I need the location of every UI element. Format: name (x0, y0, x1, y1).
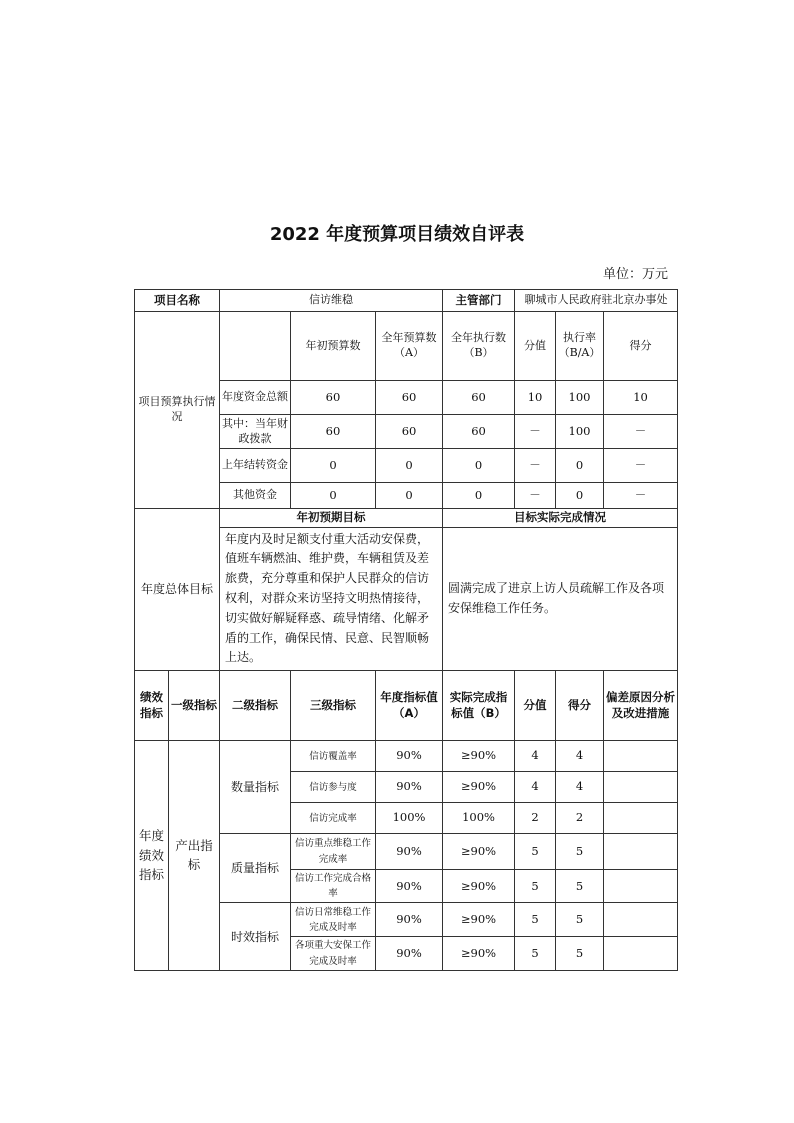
actual-goal-label: 目标实际完成情况 (443, 509, 678, 528)
project-row (135, 290, 678, 312)
budget-header-row (135, 312, 678, 381)
budget-cell: 60 (291, 381, 376, 415)
deviation-note (604, 772, 678, 803)
actual-value: ≥90% (443, 903, 515, 937)
page-title: 2022 年度预算项目绩效自评表 (269, 224, 525, 245)
budget-cell: 60 (291, 415, 376, 449)
budget-cell: － (604, 415, 678, 449)
budget-cell: 0 (376, 483, 443, 509)
budget-row-label: 年度资金总额 (220, 381, 291, 415)
level3-name: 各项重大安保工作完成及时率 (291, 937, 376, 970)
deviation-note (604, 903, 678, 937)
budget-cell: － (515, 415, 556, 449)
goals-header-row (135, 509, 678, 528)
indicator-header: 实际完成指标值（B） (443, 671, 515, 741)
indicator-row (135, 741, 678, 772)
deviation-note (604, 803, 678, 834)
budget-cell: 0 (443, 483, 515, 509)
score-value: 5 (515, 903, 556, 937)
got-value: 5 (556, 870, 604, 903)
got-value: 4 (556, 772, 604, 803)
actual-goal-text: 圆满完成了进京上访人员疏解工作及各项安保维稳工作任务。 (443, 527, 678, 671)
got-value: 5 (556, 834, 604, 870)
level3-name: 信访完成率 (291, 803, 376, 834)
score-value: 4 (515, 772, 556, 803)
level2-label: 时效指标 (220, 903, 291, 970)
score-value: 4 (515, 741, 556, 772)
score-value: 5 (515, 870, 556, 903)
budget-cell: － (604, 449, 678, 483)
actual-value: 100% (443, 803, 515, 834)
budget-header: 全年预算数（A） (376, 312, 443, 381)
performance-table (134, 289, 678, 971)
budget-cell: 60 (443, 381, 515, 415)
budget-header: 年初预算数 (291, 312, 376, 381)
budget-cell: － (515, 483, 556, 509)
score-value: 2 (515, 803, 556, 834)
target-value: 90% (376, 772, 443, 803)
target-value: 90% (376, 937, 443, 970)
score-value: 5 (515, 937, 556, 970)
target-value: 90% (376, 903, 443, 937)
level3-name: 信访参与度 (291, 772, 376, 803)
budget-corner (220, 312, 291, 381)
deviation-note (604, 834, 678, 870)
indicator-header: 分值 (515, 671, 556, 741)
budget-cell: 60 (376, 381, 443, 415)
budget-cell: 10 (515, 381, 556, 415)
level3-name: 信访日常维稳工作完成及时率 (291, 903, 376, 937)
budget-section-label: 项目预算执行情况 (135, 312, 220, 509)
level2-label: 数量指标 (220, 741, 291, 834)
level1-label: 产出指标 (169, 741, 220, 971)
deviation-note (604, 937, 678, 970)
planned-goal-label: 年初预期目标 (220, 509, 443, 528)
target-value: 90% (376, 870, 443, 903)
indicator-header: 得分 (556, 671, 604, 741)
budget-cell: 0 (291, 449, 376, 483)
got-value: 5 (556, 937, 604, 970)
actual-value: ≥90% (443, 834, 515, 870)
budget-cell: 0 (291, 483, 376, 509)
indicator-header: 一级指标 (169, 671, 220, 741)
dept-value: 聊城市人民政府驻北京办事处 (515, 290, 678, 312)
level3-name: 信访重点维稳工作完成率 (291, 834, 376, 870)
target-value: 100% (376, 803, 443, 834)
budget-cell: 100 (556, 381, 604, 415)
budget-cell: 60 (443, 415, 515, 449)
actual-value: ≥90% (443, 870, 515, 903)
level3-name: 信访覆盖率 (291, 741, 376, 772)
budget-cell: 100 (556, 415, 604, 449)
budget-cell: － (604, 483, 678, 509)
deviation-note (604, 741, 678, 772)
indicator-header: 年度指标值（A） (376, 671, 443, 741)
planned-goal-text: 年度内及时足额支付重大活动安保费，值班车辆燃油、维护费，车辆租赁及差旅费，充分尊重和保护人民群众的信访权利，对群众来访坚持文明热情接待，切实做好解疑释惑、疏导情绪、化解矛盾的工作，确保民情、民意、民智顺畅上达。 (220, 527, 443, 671)
goals-section-label: 年度总体目标 (135, 509, 220, 671)
actual-value: ≥90% (443, 937, 515, 970)
budget-cell: 60 (376, 415, 443, 449)
year-indicator-label: 年度绩效指标 (135, 741, 169, 971)
budget-header: 分值 (515, 312, 556, 381)
budget-cell: 0 (556, 449, 604, 483)
deviation-note (604, 870, 678, 903)
target-value: 90% (376, 741, 443, 772)
budget-header: 全年执行数（B） (443, 312, 515, 381)
budget-cell: － (515, 449, 556, 483)
budget-cell: 0 (556, 483, 604, 509)
got-value: 5 (556, 903, 604, 937)
budget-row-label: 其中：当年财政拨款 (220, 415, 291, 449)
indicator-header: 偏差原因分析及改进措施 (604, 671, 678, 741)
level2-label: 质量指标 (220, 834, 291, 903)
budget-cell: 0 (376, 449, 443, 483)
budget-header: 得分 (604, 312, 678, 381)
budget-header: 执行率（B/A） (556, 312, 604, 381)
actual-value: ≥90% (443, 741, 515, 772)
indicator-header: 二级指标 (220, 671, 291, 741)
budget-row-label: 其他资金 (220, 483, 291, 509)
budget-row-label: 上年结转资金 (220, 449, 291, 483)
dept-label: 主管部门 (443, 290, 515, 312)
budget-cell: 10 (604, 381, 678, 415)
indicator-header: 绩效指标 (135, 671, 169, 741)
indicator-header-row (135, 671, 678, 741)
got-value: 4 (556, 741, 604, 772)
got-value: 2 (556, 803, 604, 834)
project-name-value: 信访维稳 (220, 290, 443, 312)
score-value: 5 (515, 834, 556, 870)
unit-label: 单位：万元 (602, 267, 668, 282)
actual-value: ≥90% (443, 772, 515, 803)
level3-name: 信访工作完成合格率 (291, 870, 376, 903)
project-name-label: 项目名称 (135, 290, 220, 312)
target-value: 90% (376, 834, 443, 870)
indicator-header: 三级指标 (291, 671, 376, 741)
budget-cell: 0 (443, 449, 515, 483)
